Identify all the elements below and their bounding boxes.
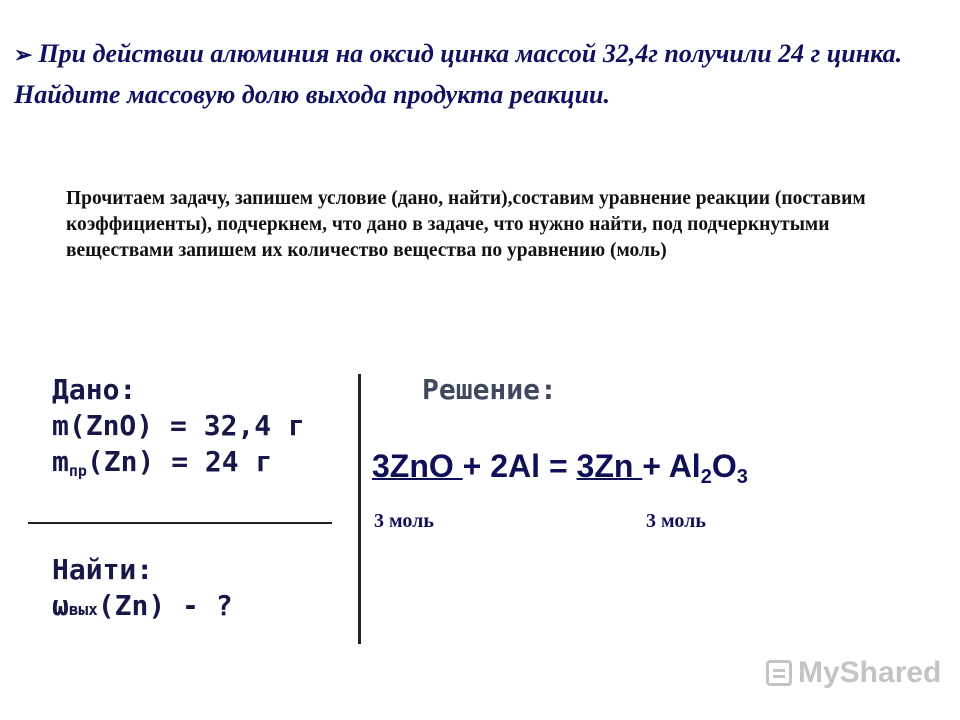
task-statement: [14, 34, 954, 115]
watermark-text: MyShared: [798, 656, 942, 689]
given-block: [52, 372, 352, 480]
find-block: [52, 552, 352, 624]
equation-zn: 3Zn: [576, 448, 643, 484]
slideshow-icon: [766, 660, 792, 686]
find-yield: ωвых(Zn) - ?: [52, 589, 233, 622]
given-divider: [28, 522, 332, 524]
task-text: При действии алюминия на оксид цинка массой 32,4г получили 24 г цинка. Найдите массовую долю выхода продукта реакции.: [14, 39, 903, 109]
watermark: [766, 656, 941, 690]
equation-zno: 3ZnO: [372, 448, 463, 484]
solution-title: Решение:: [422, 373, 557, 406]
find-title: Найти:: [52, 553, 154, 586]
given-title: Дано:: [52, 373, 137, 406]
given-mass-zno: m(ZnO) = 32,4 г: [52, 409, 305, 442]
solution-divider: [358, 374, 361, 644]
instructions-text: Прочитаем задачу, запишем условие (дано, найти),составим уравнение реакции (поставим коэффициенты), подчеркнем, что дано в задаче, что нужно найти, под подчеркнутыми веществами запишем их количество вещества по уравнению (моль): [66, 188, 866, 261]
mol-zn: 3 моль: [646, 510, 706, 532]
given-mass-zn: $m_{пр}(Zn) = 24$ г: [52, 445, 273, 480]
mol-zno: 3 моль: [374, 510, 434, 532]
reaction-equation: $3ZnO + 2Al = 3Zn + Al_2O_3$: [372, 448, 748, 488]
arrow-bullet-icon: ➢: [14, 42, 33, 67]
